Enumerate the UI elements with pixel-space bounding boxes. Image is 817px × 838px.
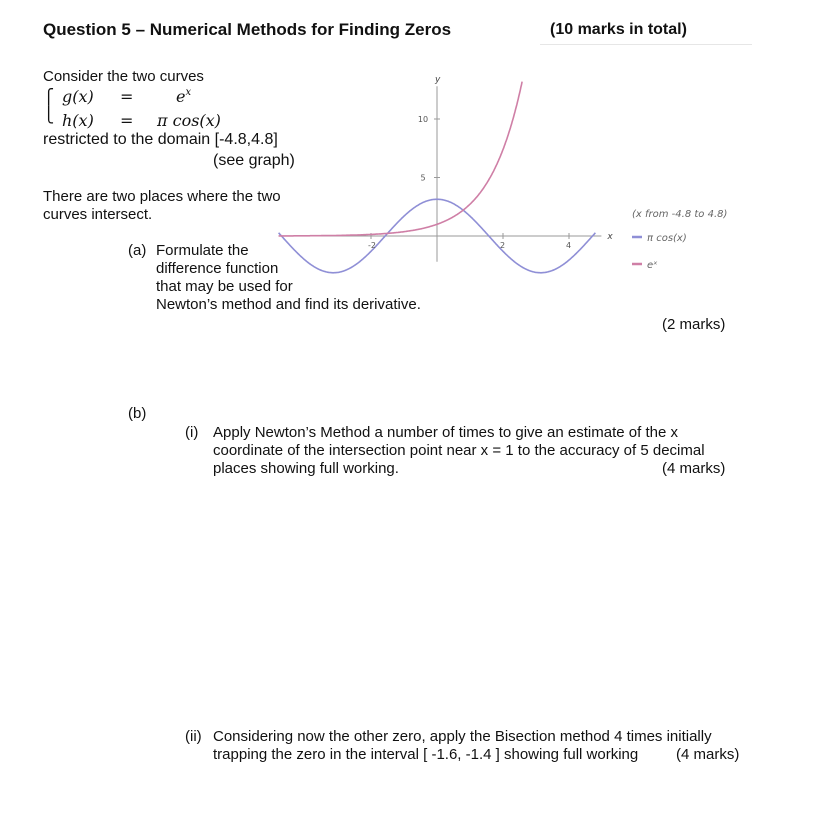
g-function-definition: $e^x$ xyxy=(176,87,192,106)
part-b-i-label: (i) xyxy=(185,424,199,441)
part-a-line4: Newton’s method and find its derivative. xyxy=(156,296,421,313)
part-b-i-marks: (4 marks) xyxy=(662,460,726,477)
intersect-text-line1: There are two places where the two xyxy=(43,188,281,205)
h-function-label: h(x) xyxy=(62,111,94,130)
series-line-exp xyxy=(279,82,522,236)
h-function-definition: π cos(x) xyxy=(157,111,221,130)
brace-bottom: ⎩ xyxy=(43,106,55,124)
part-a-label: (a) xyxy=(128,242,147,259)
x-tick-label: -2 xyxy=(368,241,376,250)
consider-text: Consider the two curves xyxy=(43,68,204,85)
part-b-i-line3: places showing full working. xyxy=(213,460,399,477)
part-a-line3: that may be used for xyxy=(156,278,293,295)
part-b-label: (b) xyxy=(128,405,147,422)
x-axis-label: x xyxy=(607,232,613,242)
part-a-line1: Formulate the xyxy=(156,242,249,259)
see-graph-text: (see graph) xyxy=(213,152,295,169)
question-title: Question 5 – Numerical Methods for Finding Zeros xyxy=(43,20,452,39)
x-tick-label: 4 xyxy=(566,241,572,250)
brace-top: ⎧ xyxy=(43,88,55,106)
legend-label: eˣ xyxy=(647,260,658,271)
y-axis-label: y xyxy=(435,75,441,86)
g-equals-sign: = xyxy=(120,87,134,106)
domain-text: restricted to the domain [-4.8,4.8] xyxy=(43,131,278,148)
graph-labels xyxy=(368,75,727,271)
x-range-note: (x from -4.8 to 4.8) xyxy=(632,209,728,220)
g-function-label: g(x) xyxy=(62,87,94,106)
part-b-i-line1: Apply Newton’s Method a number of times to give an estimate of the x xyxy=(213,424,678,441)
part-a-line2: difference function xyxy=(156,260,279,277)
part-b-ii-line2: trapping the zero in the interval [ -1.6, -1.4 ] showing full working xyxy=(213,746,639,763)
y-tick-label: 10 xyxy=(417,115,429,124)
part-b-ii-marks: (4 marks) xyxy=(676,746,740,763)
part-b-ii-label: (ii) xyxy=(185,728,202,745)
part-a-marks: (2 marks) xyxy=(662,316,726,333)
legend-label: π cos(x) xyxy=(647,233,687,244)
part-b-i-line2: coordinate of the intersection point near x = 1 to the accuracy of 5 decimal xyxy=(213,442,705,459)
x-tick-label: 2 xyxy=(500,241,506,250)
total-marks: (10 marks in total) xyxy=(550,21,687,38)
part-b-ii-line1: Considering now the other zero, apply the Bisection method 4 times initially xyxy=(213,728,712,745)
intersect-text-line2: curves intersect. xyxy=(43,206,153,223)
y-tick-label: 5 xyxy=(420,173,426,183)
h-equals-sign: = xyxy=(120,111,134,130)
